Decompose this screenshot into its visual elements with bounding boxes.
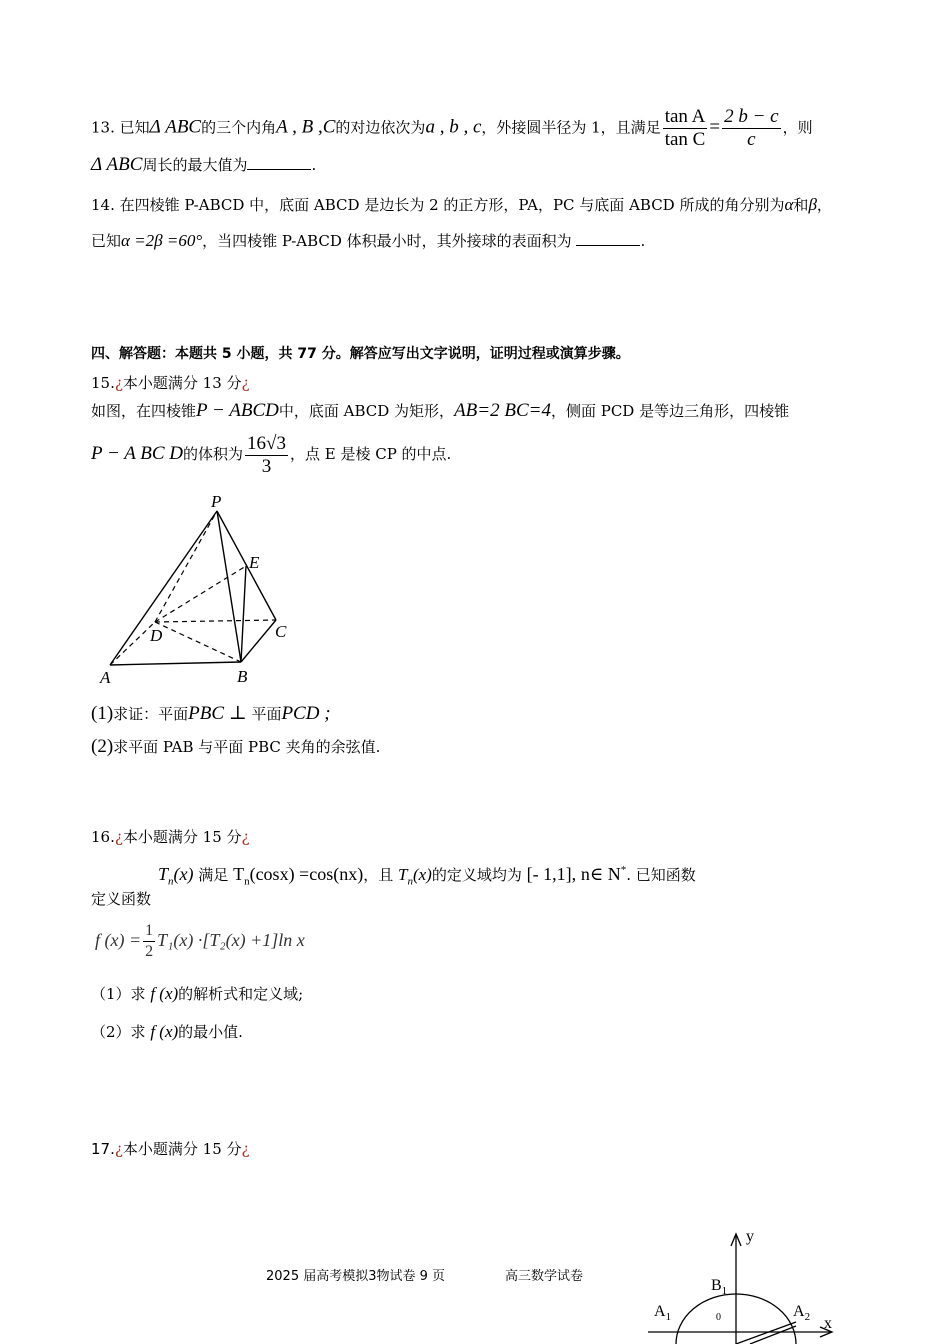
fx-symbol: f (x): [150, 1022, 179, 1041]
q15-part1: [91, 701, 331, 727]
invalid-char: ¿: [114, 1140, 123, 1158]
frac-denominator: 3: [261, 455, 272, 477]
q13-frac-rhs: [722, 106, 781, 151]
q13-text: 已知: [119, 118, 150, 137]
q13-text: ，外接圆半径为 1，且满足: [481, 118, 661, 137]
q13-triangle: Δ ABC: [149, 116, 202, 138]
section-heading: 四、解答题：本题共 5 小题，共 77 分。解答应写出文字说明，证明过程或演算步骤。: [91, 346, 630, 362]
q16-formula: [95, 915, 305, 965]
tn-arg: (x): [412, 865, 432, 884]
part-number: (2): [91, 736, 114, 757]
q16-part2: [91, 1018, 243, 1046]
q14-number: 14.: [91, 196, 115, 214]
domain-interval: [- 1,1],: [526, 864, 577, 884]
q16-text: . 已知函数: [626, 866, 696, 884]
label-D: D: [150, 626, 163, 645]
frac-numerator: 1: [143, 921, 155, 942]
frac-numerator: 2 b − c: [724, 106, 779, 127]
q14-text: 已知: [91, 232, 122, 250]
answer-blank[interactable]: [576, 231, 640, 246]
perp-symbol: ⊥: [224, 703, 252, 724]
q15-text: 如图，在四棱锥: [91, 402, 197, 420]
q16-text: 的定义域均为: [431, 866, 522, 884]
tn-condition: [233, 864, 364, 888]
label-P: P: [211, 492, 222, 511]
frac-numerator: 16√3: [247, 432, 286, 454]
label-A2-main: A: [793, 1303, 805, 1320]
alpha-symbol: α: [784, 195, 794, 214]
ellipse-figure: [640, 1222, 840, 1344]
frac-denominator: 2: [145, 943, 154, 961]
q14-text: 和: [793, 196, 809, 214]
q17-header-text: 本小题满分 15 分: [122, 1140, 242, 1158]
q17-header: [91, 1138, 250, 1159]
invalid-char: ¿: [241, 1140, 250, 1158]
label-y: y: [746, 1228, 754, 1245]
tn-subscript: n: [244, 875, 250, 888]
tn-symbol: T: [233, 864, 245, 884]
q15-number: 15.: [91, 374, 115, 392]
q15-line1: [91, 398, 789, 424]
label-B1-main: B: [711, 1277, 722, 1294]
frac-denominator: tan C: [664, 129, 706, 150]
tn-symbol: T: [158, 864, 169, 884]
invalid-char: ¿: [241, 374, 250, 392]
q14-text: ，当四棱锥 P-ABCD 体积最小时，其外接球的表面积为: [202, 232, 572, 250]
n-in-nstar: [581, 864, 626, 884]
q15-text: 中，底面 ABCD 为矩形，: [278, 402, 455, 420]
equals-sign: =: [709, 116, 721, 138]
label-A2: [793, 1303, 810, 1323]
frac-numerator: tan A: [664, 106, 706, 127]
tn-function-2: [398, 865, 432, 888]
pyramid-figure: [95, 488, 325, 688]
q16-part1: [91, 980, 303, 1008]
tn-function: [158, 864, 194, 888]
q16-text: 满足: [198, 866, 229, 884]
q13-triangle-2: Δ ABC: [91, 154, 143, 175]
q15-header-text: 本小题满分 13 分: [122, 374, 242, 392]
q13-text: ，则: [782, 118, 813, 137]
frac-denominator: c: [747, 129, 756, 150]
q16-text: ，且: [363, 866, 394, 884]
footer-left: 2025 届高考模拟3物试卷 9 页: [266, 1269, 446, 1284]
tn-symbol: T: [398, 865, 408, 884]
q16-line1: [158, 855, 696, 888]
q13-sides: a , b , c: [425, 116, 482, 138]
fx-half-frac: [143, 921, 155, 962]
q16-header-text: 本小题满分 15 分: [122, 828, 242, 846]
q15-pyramid: P − A BC D: [91, 443, 184, 464]
fx-lhs: f (x) =: [95, 930, 142, 950]
label-A1-sub: 1: [665, 1311, 672, 1323]
q14-end: .: [640, 232, 646, 250]
q16-line2: 定义函数: [91, 890, 152, 908]
answer-blank[interactable]: [247, 155, 311, 170]
q15-volume-frac: [245, 433, 288, 478]
tn-subscript: n: [168, 875, 174, 888]
q13-line2: [91, 152, 316, 178]
q15-pyramid: P − ABCD: [196, 400, 279, 421]
part-number: （2）求: [91, 1023, 146, 1041]
q15-text: 求证：平面: [113, 705, 189, 723]
q15-text: ，点 E 是棱 CP 的中点.: [289, 445, 452, 463]
q13-text: 周长的最大值为: [142, 156, 248, 174]
q15-line2: [91, 428, 451, 480]
beta-symbol: β: [808, 195, 817, 214]
q13-text: 的三个内角: [201, 118, 277, 137]
label-A1-main: A: [654, 1303, 666, 1320]
invalid-char: ¿: [241, 828, 250, 846]
label-E: E: [249, 553, 260, 572]
q14-line1: [91, 192, 832, 218]
q16-number: 16.: [91, 828, 115, 846]
label-A: A: [100, 668, 111, 687]
q14-text: 在四棱锥 P-ABCD 中，底面 ABCD 是边长为 2 的正方形，PA，PC 与底面 ABCD 所成的角分别为: [119, 196, 785, 214]
q13-frac-tan: [663, 106, 708, 151]
q15-text: 平面: [251, 705, 282, 723]
part-number: （1）求: [91, 985, 146, 1003]
fx-symbol: f (x): [150, 984, 179, 1003]
fx-rhs: T₁(x) ·[T₂(x) +1]ln x: [157, 930, 305, 950]
invalid-char: ¿: [114, 828, 123, 846]
q17-number: 17.: [91, 1140, 115, 1158]
label-C: C: [275, 622, 287, 641]
q13-text: 的对边依次为: [335, 118, 426, 137]
label-B: B: [237, 667, 248, 686]
invalid-char: ¿: [114, 374, 123, 392]
q14-line2: [91, 228, 645, 254]
ellipse-segment: [750, 1326, 796, 1344]
q14-text: ，: [816, 196, 832, 214]
part-number: (1): [91, 703, 114, 724]
q13-line1: [91, 106, 813, 150]
label-A2-sub: 2: [804, 1311, 811, 1323]
q15-header: [91, 372, 250, 393]
q16-text: 的解析式和定义域;: [178, 985, 304, 1003]
label-origin: 0: [716, 1312, 721, 1323]
label-A1: [654, 1303, 671, 1323]
label-x: x: [824, 1315, 832, 1332]
plane-pbc: PBC: [188, 703, 225, 724]
tn-subscript: n: [407, 875, 413, 888]
q13-end: .: [311, 156, 317, 174]
n-in-n: n∈ N: [580, 864, 621, 884]
q13-angles: A , B ,C: [276, 116, 336, 138]
star-superscript: *: [620, 864, 627, 876]
q15-text: ，侧面 PCD 是等边三角形，四棱锥: [550, 402, 790, 420]
q16-header: [91, 826, 250, 847]
tn-condition-rest: (cosx) =cos(nx): [249, 864, 364, 884]
tn-arg: (x): [173, 864, 194, 884]
label-B1: [711, 1277, 727, 1297]
q13-number: 13.: [91, 118, 115, 137]
q14-condition: α =2β =60°: [121, 231, 203, 250]
plane-pcd: PCD ;: [281, 703, 331, 724]
q15-part2: [91, 734, 380, 760]
footer-right: 高三数学试卷: [505, 1269, 584, 1284]
label-B1-sub: 1: [721, 1285, 728, 1297]
q15-text: 求平面 PAB 与平面 PBC 夹角的余弦值.: [113, 738, 381, 756]
q16-text: 的最小值.: [178, 1023, 243, 1041]
q15-text: 的体积为: [183, 445, 244, 463]
ellipse-segment: [736, 1322, 796, 1344]
q15-ab-bc: AB=2 BC=4: [454, 400, 551, 421]
